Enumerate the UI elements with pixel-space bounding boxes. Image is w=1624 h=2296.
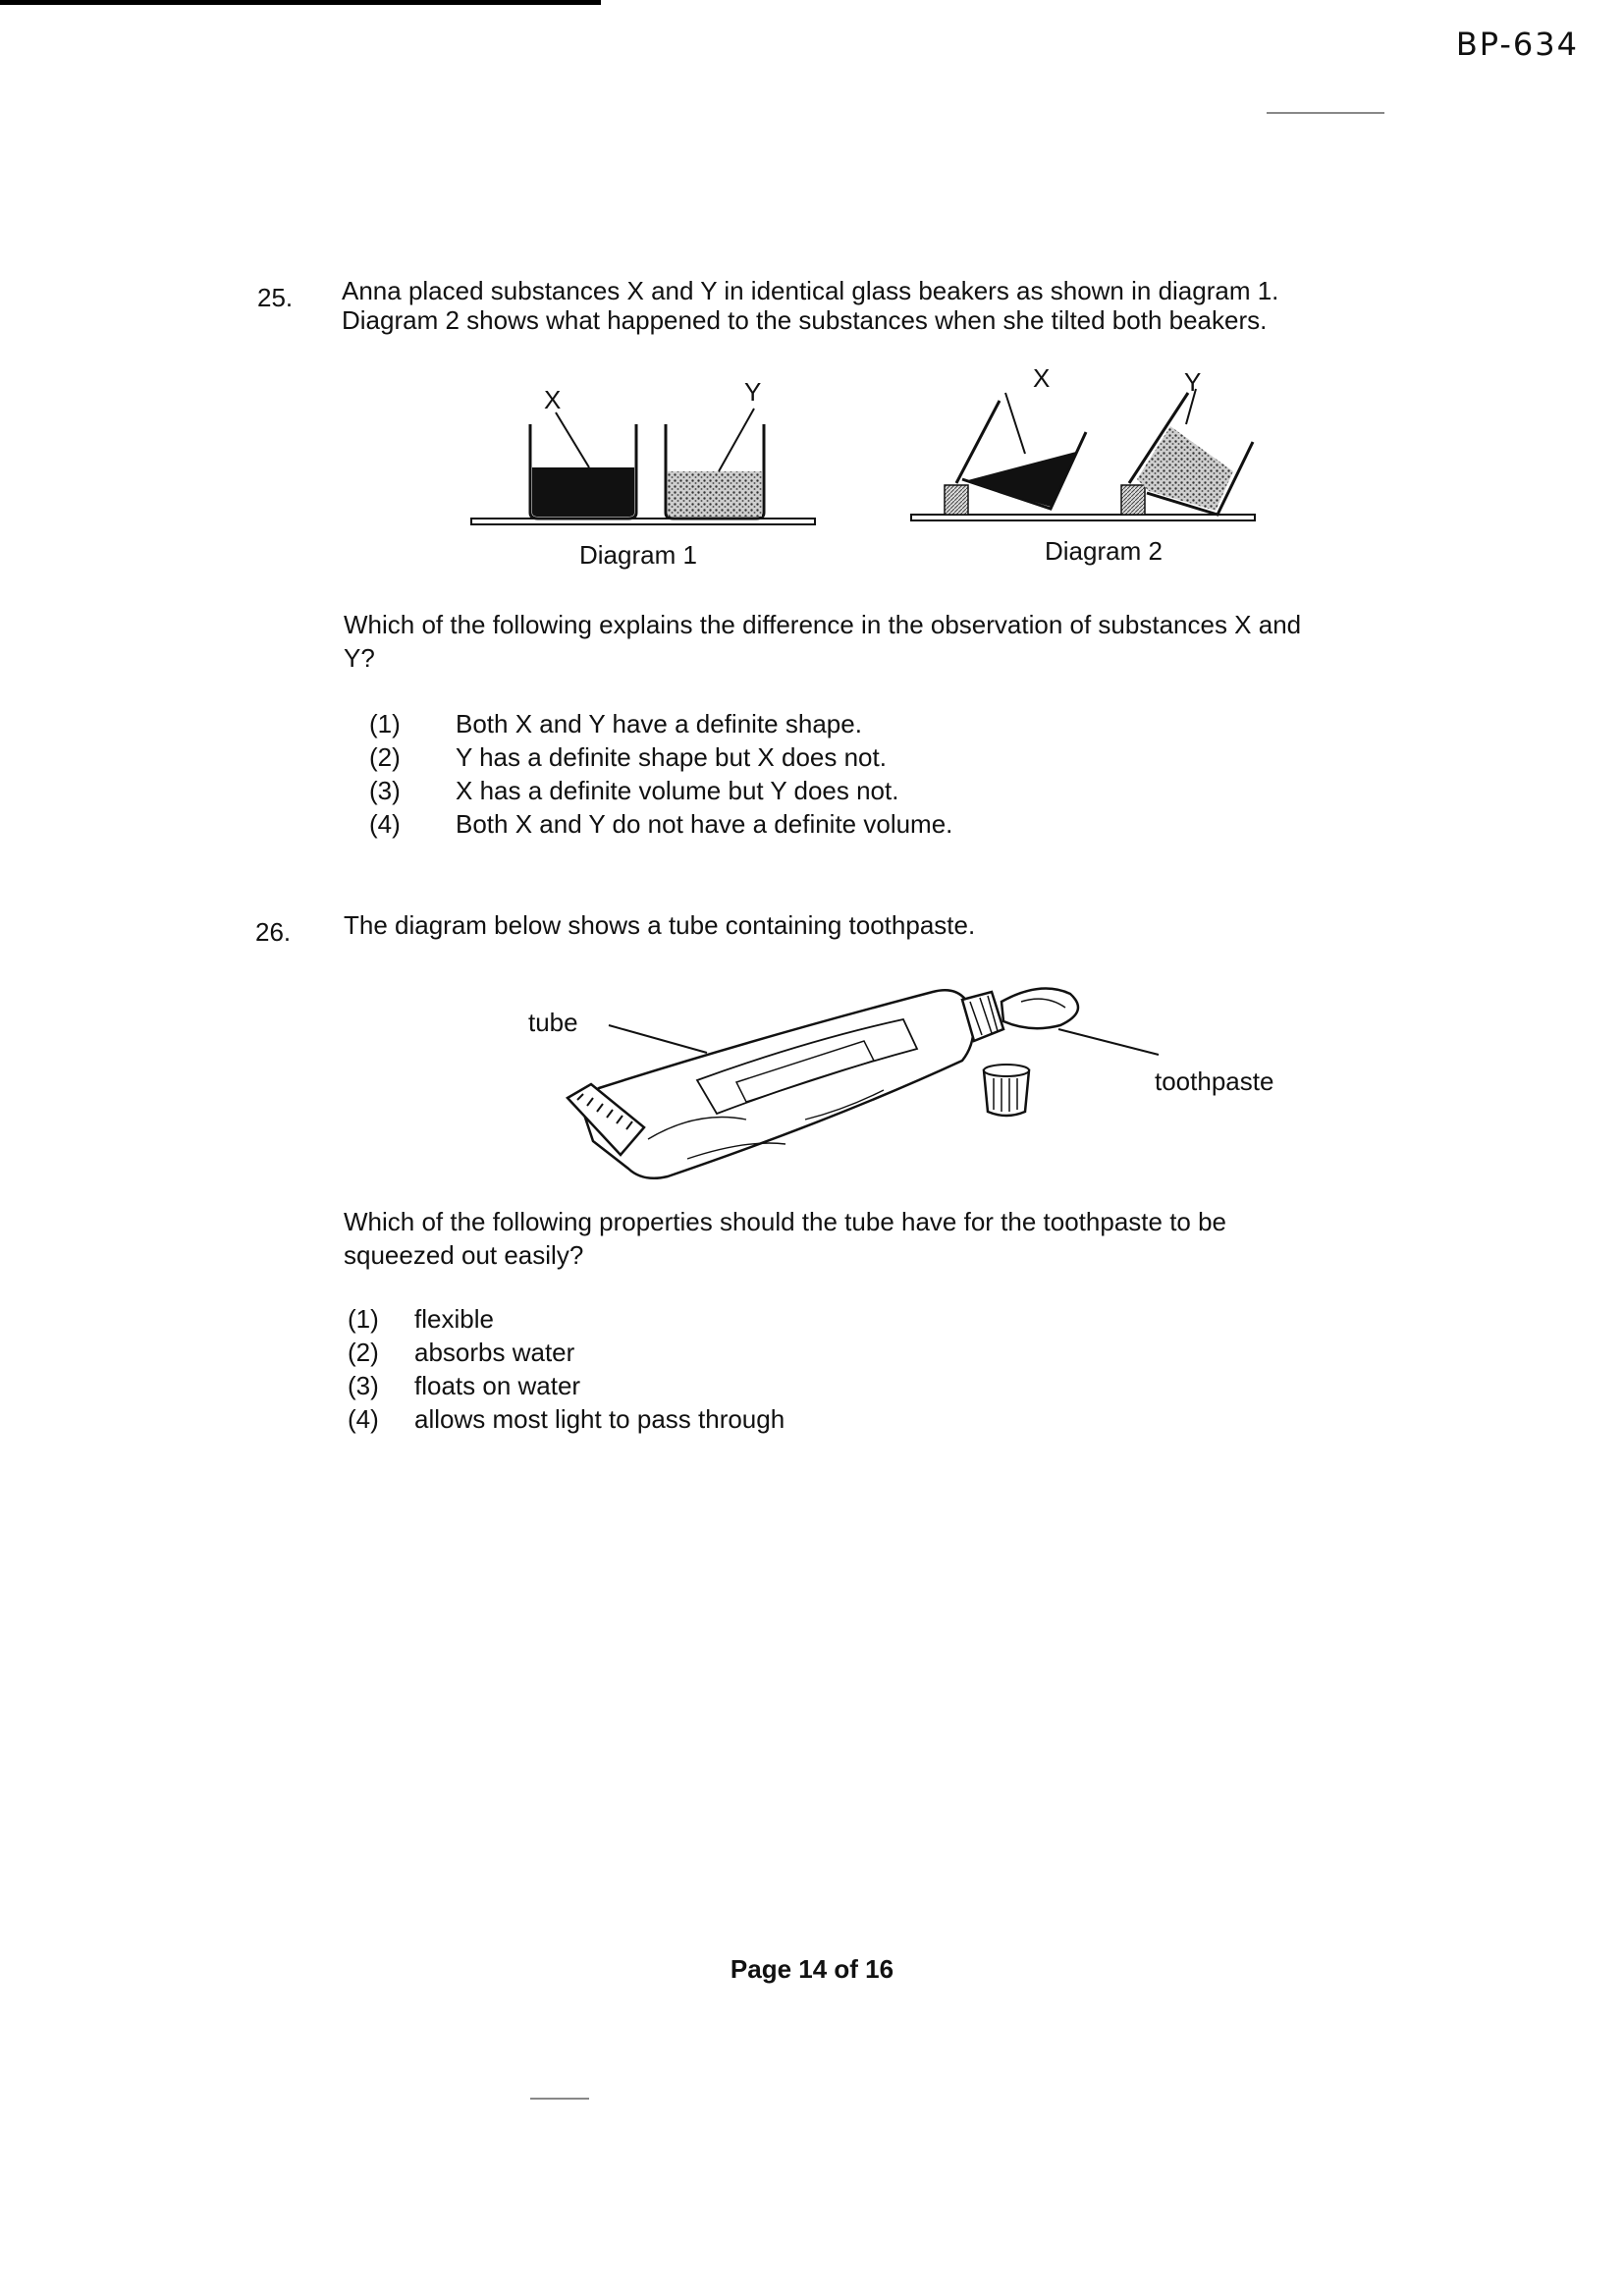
option-4[interactable] — [348, 1402, 785, 1436]
beakers-diagram-2 — [903, 363, 1267, 540]
question-26-intro: The diagram below shows a tube containing toothpaste. — [344, 910, 976, 940]
option-number: (1) — [348, 1304, 379, 1334]
diagram-1-label-x: X — [544, 385, 562, 414]
option-text: absorbs water — [414, 1338, 575, 1367]
option-text: flexible — [414, 1304, 494, 1334]
pointer-x — [1005, 393, 1025, 454]
question-25-intro-line2: Diagram 2 shows what happened to the substances when she tilted both beakers. — [342, 305, 1268, 335]
question-25-prompt-line2: Y? — [344, 643, 375, 673]
option-2[interactable] — [348, 1336, 785, 1369]
label-tube: tube — [528, 1008, 578, 1037]
toothpaste-strip — [1001, 989, 1078, 1029]
option-number: (4) — [369, 809, 401, 839]
table-surface — [911, 515, 1255, 520]
diagram-1-caption: Diagram 1 — [579, 540, 697, 570]
pointer-y — [719, 409, 754, 471]
option-number: (2) — [348, 1338, 379, 1367]
option-text: Both X and Y have a definite shape. — [456, 709, 862, 738]
tube-cap-rim — [984, 1065, 1029, 1076]
option-1[interactable] — [369, 707, 952, 740]
tube-body — [579, 990, 974, 1178]
support-block-x — [945, 485, 968, 515]
option-4[interactable] — [369, 807, 952, 841]
liquid-x — [532, 467, 634, 517]
option-text: floats on water — [414, 1371, 581, 1400]
option-text: Y has a definite shape but X does not. — [456, 742, 887, 772]
tilted-beaker-y — [1129, 393, 1253, 515]
scan-speck — [1267, 112, 1384, 114]
option-number: (3) — [369, 776, 401, 805]
table-surface — [471, 519, 815, 524]
scan-speck — [530, 2098, 589, 2100]
option-text: X has a definite volume but Y does not. — [456, 776, 899, 805]
option-1[interactable] — [348, 1302, 785, 1336]
option-3[interactable] — [348, 1369, 785, 1402]
option-3[interactable] — [369, 774, 952, 807]
paper-code: BP-634 — [1455, 26, 1579, 63]
label-toothpaste: toothpaste — [1155, 1066, 1274, 1096]
option-text: Both X and Y do not have a definite volume. — [456, 809, 953, 839]
support-block-y — [1121, 485, 1145, 515]
tilted-beaker-x — [956, 401, 1086, 509]
question-25-options — [369, 707, 952, 841]
page-number: Page 14 of 16 — [730, 1954, 894, 1984]
pointer-toothpaste — [1058, 1029, 1159, 1055]
pointer-tube — [609, 1025, 707, 1053]
option-2[interactable] — [369, 740, 952, 774]
question-25-number: 25. — [257, 283, 294, 312]
diagram-2-label-y: Y — [1184, 367, 1202, 397]
question-26-prompt-line2: squeezed out easily? — [344, 1240, 584, 1270]
option-number: (3) — [348, 1371, 379, 1400]
top-rule — [0, 0, 601, 5]
toothpaste-tube-diagram — [550, 972, 1178, 1198]
question-25-intro-line1: Anna placed substances X and Y in identical glass beakers as shown in diagram 1. — [342, 276, 1279, 305]
option-number: (2) — [369, 742, 401, 772]
diagram-2-label-x: X — [1033, 363, 1051, 393]
diagram-1-label-y: Y — [744, 377, 762, 407]
option-number: (4) — [348, 1404, 379, 1434]
question-26-number: 26. — [255, 917, 292, 947]
diagram-2-caption: Diagram 2 — [1045, 536, 1163, 566]
question-25-prompt-line1: Which of the following explains the difference in the observation of substances X and — [344, 610, 1302, 639]
option-number: (1) — [369, 709, 401, 738]
option-text: allows most light to pass through — [414, 1404, 785, 1434]
question-26-options — [348, 1302, 785, 1436]
pointer-x — [556, 412, 589, 467]
question-26-prompt-line1: Which of the following properties should the tube have for the toothpaste to be — [344, 1207, 1227, 1236]
granules-y — [668, 471, 762, 517]
